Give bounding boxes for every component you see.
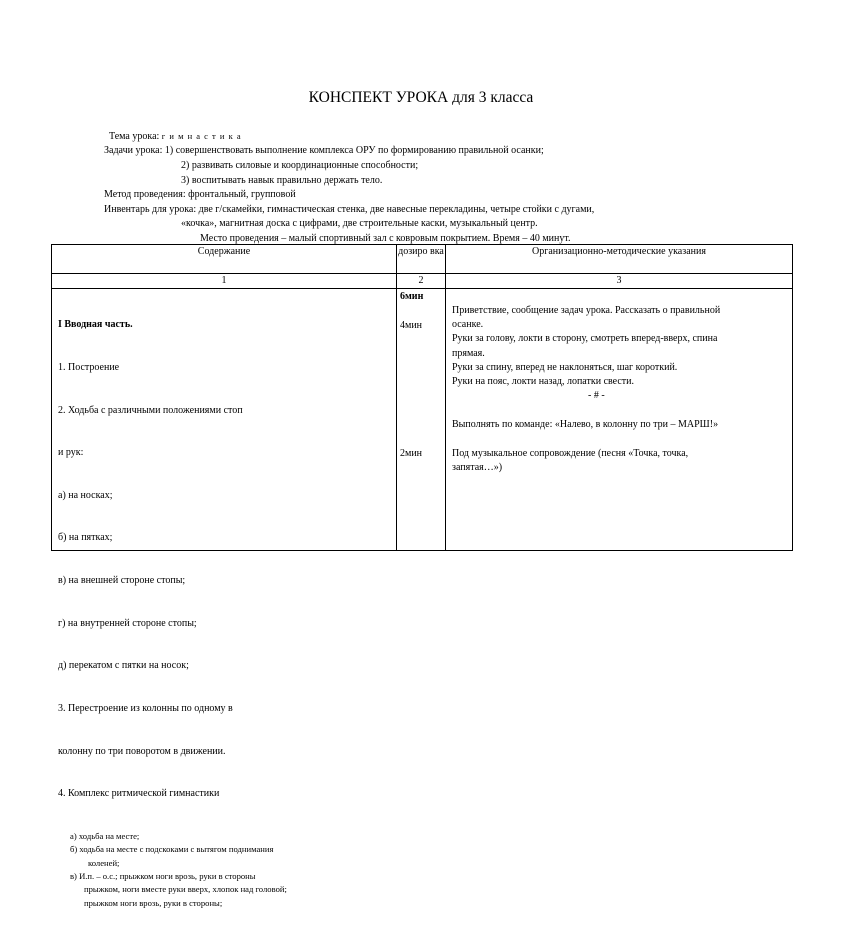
topic-line: [109, 130, 242, 143]
column-number-1: 1: [221, 275, 227, 286]
list-item: б) на пятках;: [58, 532, 113, 544]
inventory-line-2: «кочка», магнитная доска с цифрами, две строительные каски, музыкальный центр.: [181, 218, 538, 229]
list-item: прыжком ноги врозь, руки в стороны;: [84, 897, 223, 908]
place-line: Место проведения – малый спортивный зал с ковровым покрытием. Время – 40 минут.: [200, 233, 571, 244]
task-3: 3) воспитывать навык правильно держать тело.: [181, 175, 383, 186]
list-item: д) перекатом с пятки на носок;: [58, 660, 189, 672]
note-line: Выполнять по команде: «Налево, в колонну по три – МАРШ!»: [452, 419, 719, 430]
note-line: Приветствие, сообщение задач урока. Рассказать о правильной: [452, 305, 721, 316]
note-line: - # -: [588, 390, 605, 402]
table-divider-col2: [445, 244, 446, 551]
list-item: колонну по три поворотом в движении.: [58, 745, 226, 757]
note-line: запятая…»): [452, 462, 503, 474]
list-item: 4. Комплекс ритмической гимнастики: [58, 788, 220, 800]
method-line: Метод проведения: фронтальный, групповой: [104, 189, 296, 200]
topic-label: Тема урока:: [109, 131, 160, 142]
notes-cell: [452, 304, 720, 403]
note-line: прямая.: [452, 347, 485, 359]
list-item: в) на внешней стороне стопы;: [58, 575, 186, 587]
list-item: а) ходьба на месте;: [70, 830, 140, 841]
topic-value: г и м н а с т и к а: [161, 131, 242, 141]
list-item: г) на внутренней стороне стопы;: [58, 617, 197, 629]
list-item: коленей;: [88, 857, 120, 868]
gymnastics-sublist: [58, 830, 394, 910]
dosage-value: 4мин: [400, 320, 423, 331]
dosage-value: 2мин: [400, 448, 423, 459]
task-1: Задачи урока: 1) совершенствовать выполнение комплекса ОРУ по формированию правильной осанки;: [104, 145, 544, 156]
list-item: б) ходьба на месте с подскоками с вытягом поднимания: [70, 844, 274, 855]
list-item: прыжком, ноги вместе руки вверх, хлопок над головой;: [84, 884, 287, 895]
note-line: Руки на пояс, локти назад, лопатки свести.: [452, 376, 635, 388]
column-header-content: Содержание: [197, 246, 251, 257]
inventory-line-1: Инвентарь для урока: две г/скамейки, гимнастическая стенка, две навесные перекладины, четыре стойки с дугами,: [104, 204, 595, 215]
notes-music: [452, 447, 688, 475]
column-number-3: 3: [616, 275, 622, 286]
note-line: Руки за голову, локти в сторону, смотреть вперед-вверх, спина: [452, 333, 718, 345]
list-item: в) И.п. – о.с.; прыжком ноги врозь, руки в стороны: [70, 870, 256, 881]
column-header-notes: Организационно-методические указания: [532, 246, 706, 257]
dosage-value: 6мин: [400, 291, 424, 302]
list-item: 3. Перестроение из колонны по одному в: [58, 702, 233, 714]
list-item: а) на носках;: [58, 489, 113, 501]
note-line: Руки за спину, вперед не наклоняться, шаг короткий.: [452, 361, 678, 373]
section-heading: I Вводная часть.: [58, 319, 133, 331]
note-line: Под музыкальное сопровождение (песня «Точка, точка,: [452, 448, 689, 459]
column-header-dosage: дозиро вка: [398, 246, 444, 257]
note-line: осанке.: [452, 319, 484, 331]
table-divider-col1: [396, 244, 397, 551]
table-border-left: [51, 244, 52, 551]
table-border-right: [792, 244, 793, 551]
list-item: 2. Ходьба с различными положениями стоп: [58, 404, 243, 416]
column-number-2: 2: [418, 275, 424, 286]
list-item: и рук:: [58, 447, 84, 459]
task-2: 2) развивать силовые и координационные способности;: [181, 160, 419, 171]
page-title: КОНСПЕКТ УРОКА для 3 класса: [308, 89, 534, 106]
list-item: 1. Построение: [58, 362, 120, 374]
content-cell: [58, 290, 394, 939]
